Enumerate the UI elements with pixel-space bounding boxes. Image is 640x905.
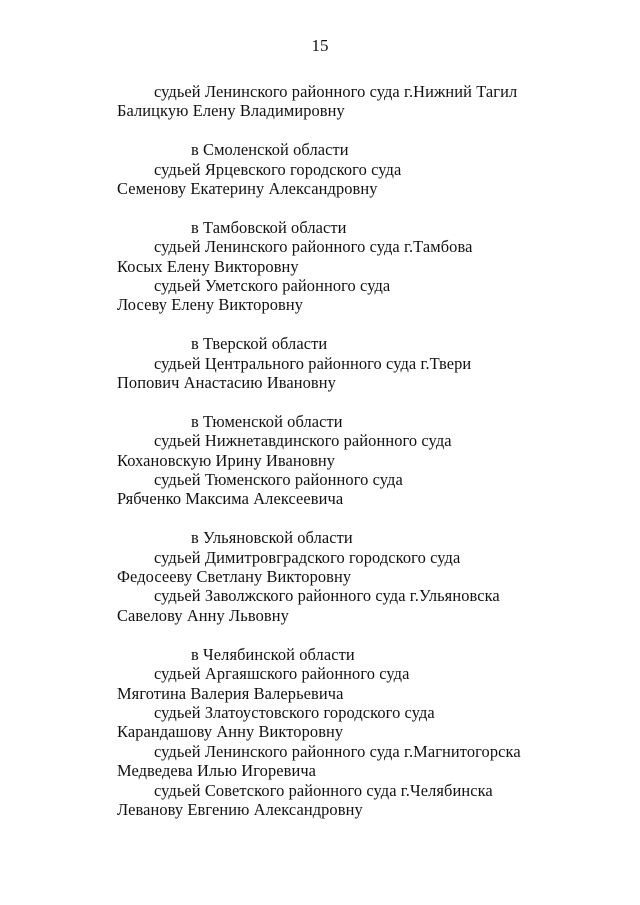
judge-name: Рябченко Максима Алексеевича [117, 489, 344, 509]
judge-name: Савелову Анну Львовну [117, 605, 289, 625]
region-heading: в Тюменской области [191, 411, 343, 431]
judge-name: Федосееву Светлану Викторовну [117, 567, 352, 587]
region-heading: в Тверской области [191, 334, 328, 354]
region-block [117, 412, 617, 509]
judge-name: Косых Елену Викторовну [117, 256, 299, 276]
region-heading: в Ульяновской области [191, 528, 353, 548]
region-heading: в Смоленской области [191, 140, 349, 160]
court-appointment: судьей Центрального районного суда г.Твери [154, 353, 472, 373]
court-appointment: судьей Тюменского районного суда [154, 470, 403, 490]
region-heading: в Челябинской области [191, 644, 355, 664]
region-block [117, 645, 617, 820]
region-block [117, 334, 617, 392]
region-block [117, 218, 617, 315]
judge-name: Леванову Евгению Александровну [117, 799, 363, 819]
judge-name: Лосеву Елену Викторовну [117, 295, 304, 315]
region-block [117, 82, 617, 121]
judge-name: Кохановскую Ирину Ивановну [117, 450, 336, 470]
judge-name: Карандашову Анну Викторовну [117, 722, 344, 742]
judge-name: Балицкую Елену Владимировну [117, 101, 345, 121]
court-appointment: судьей Ленинского районного суда г.Тамбова [154, 237, 473, 257]
court-appointment: судьей Димитровградского городского суда [154, 547, 461, 567]
court-appointment: судьей Ленинского районного суда г.Магнитогорска [154, 741, 521, 761]
judge-name: Семенову Екатерину Александровну [117, 179, 378, 199]
court-appointment: судьей Аргаяшского районного суда [154, 664, 410, 684]
judge-name: Попович Анастасию Ивановну [117, 373, 336, 393]
court-appointment: судьей Заволжского районного суда г.Ульяновска [154, 586, 500, 606]
court-appointment: судьей Златоустовского городского суда [154, 702, 435, 722]
page-number: 15 [311, 36, 329, 55]
court-appointment: судьей Уметского районного суда [154, 276, 391, 296]
region-block [117, 140, 617, 198]
court-appointment: судьей Ярцевского городского суда [154, 159, 402, 179]
judge-name: Мяготина Валерия Валерьевича [117, 683, 344, 703]
judge-name: Медведева Илью Игоревича [117, 761, 317, 781]
court-appointment: судьей Нижнетавдинского районного суда [154, 431, 452, 451]
region-block [117, 528, 617, 625]
document-body [117, 82, 617, 839]
court-appointment: судьей Ленинского районного суда г.Нижний Тагил [154, 82, 518, 101]
court-appointment: судьей Советского районного суда г.Челябинска [154, 780, 493, 800]
region-heading: в Тамбовской области [191, 217, 347, 237]
